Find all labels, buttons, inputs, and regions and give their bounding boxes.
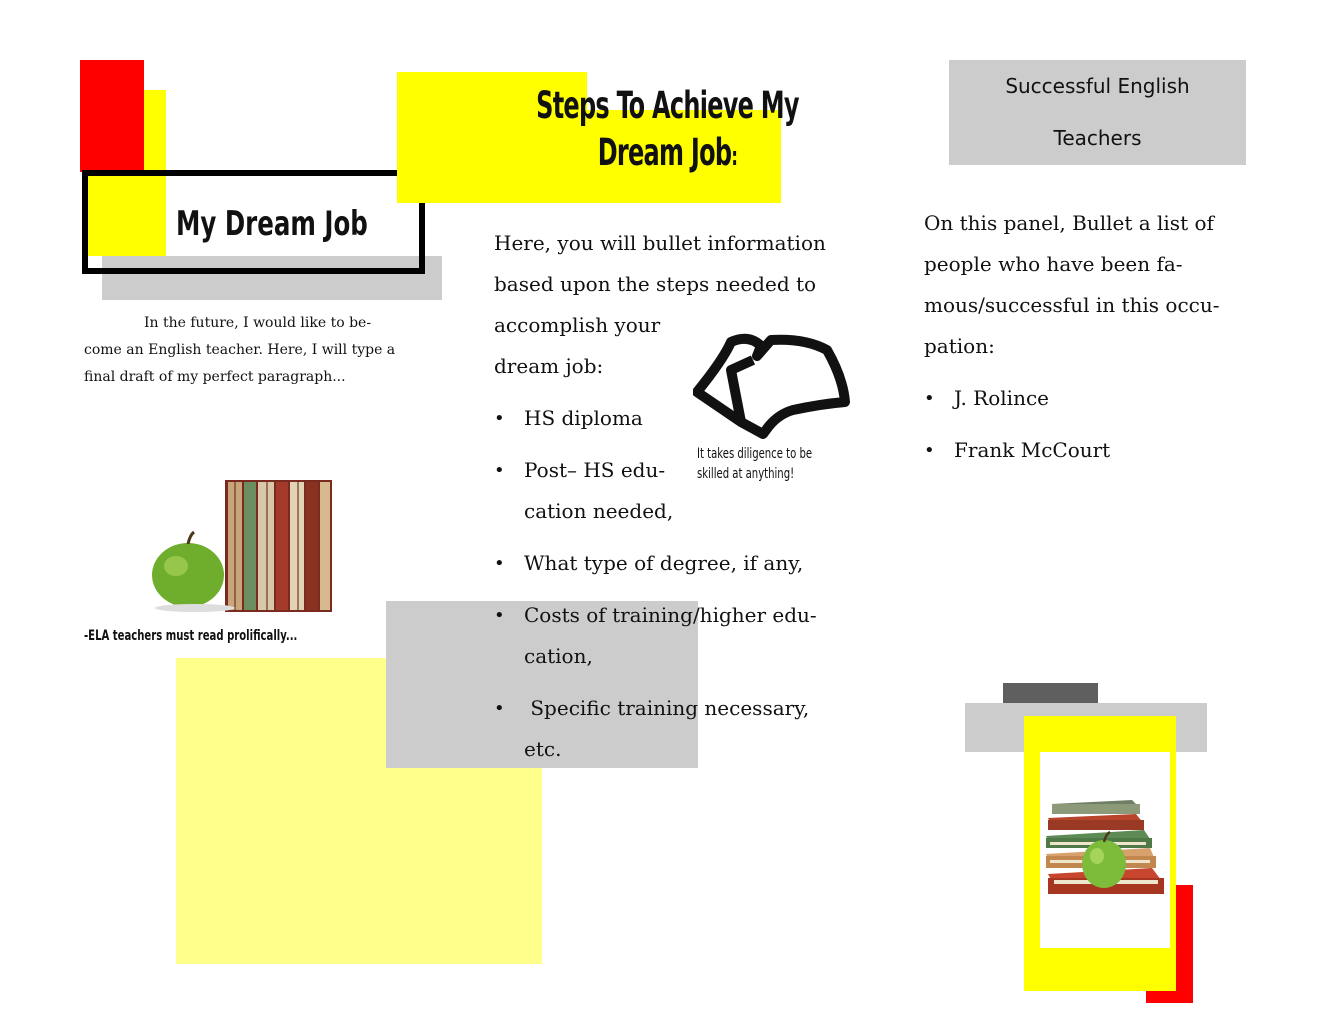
dark-gray-block xyxy=(1003,683,1098,704)
intro-line: mous/successful in this occu- xyxy=(924,293,1220,317)
list-item-text: etc. xyxy=(524,737,562,761)
left-panel-title: My Dream Job xyxy=(176,204,368,244)
flag-icon xyxy=(693,330,853,440)
yellow-block-inner xyxy=(88,176,166,250)
list-item-text: • Specific training necessary, xyxy=(524,696,810,720)
list-item-text: • HS diploma xyxy=(524,406,643,430)
apple-books-image xyxy=(100,480,335,615)
list-item xyxy=(494,543,854,584)
intro-line: On this panel, Bullet a list of xyxy=(924,211,1214,235)
left-image-caption: -ELA teachers must read prolifically... xyxy=(84,628,298,644)
title-line: Steps To Achieve My xyxy=(536,84,799,127)
title-line xyxy=(489,129,845,181)
list-item-text: • J. Rolince xyxy=(954,386,1049,410)
flag-caption xyxy=(697,444,812,484)
apple-books-stack-image xyxy=(1040,752,1170,948)
list-item xyxy=(924,430,1254,471)
intro-line: pation: xyxy=(924,334,995,358)
middle-panel-title xyxy=(420,82,915,181)
title-colon: : xyxy=(731,142,738,172)
list-item-text: • Frank McCourt xyxy=(954,438,1111,462)
paragraph-line: final draft of my perfect paragraph... xyxy=(84,369,346,385)
list-item-text: • What type of degree, if any, xyxy=(524,551,804,575)
caption-line: It takes diligence to be xyxy=(697,446,813,462)
intro-line: based upon the steps needed to xyxy=(494,272,817,296)
teachers-list xyxy=(924,378,1254,482)
yellow-strip xyxy=(144,90,166,172)
intro-line: dream job: xyxy=(494,354,604,378)
caption-line: skilled at anything! xyxy=(697,466,795,482)
list-item-text: cation needed, xyxy=(524,499,674,523)
right-panel-header xyxy=(949,60,1246,165)
red-block xyxy=(80,60,144,172)
list-item xyxy=(924,378,1254,419)
paragraph-line: come an English teacher. Here, I will type a xyxy=(84,342,396,358)
intro-line: Here, you will bullet information xyxy=(494,231,826,255)
header-line: Teachers xyxy=(1053,126,1142,150)
left-paragraph xyxy=(84,310,404,391)
title-line-2: Dream Job xyxy=(597,131,732,174)
list-item-text: • Costs of training/higher edu- xyxy=(524,603,817,627)
intro-line: accomplish your xyxy=(494,313,661,337)
list-item xyxy=(494,595,854,677)
paragraph-line: In the future, I would like to be- xyxy=(144,315,372,331)
right-intro xyxy=(924,203,1254,367)
list-item-text: cation, xyxy=(524,644,593,668)
header-line: Successful English xyxy=(1005,74,1190,98)
list-item xyxy=(494,688,854,770)
intro-line: people who have been fa- xyxy=(924,252,1183,276)
list-item-text: • Post– HS edu- xyxy=(524,458,666,482)
